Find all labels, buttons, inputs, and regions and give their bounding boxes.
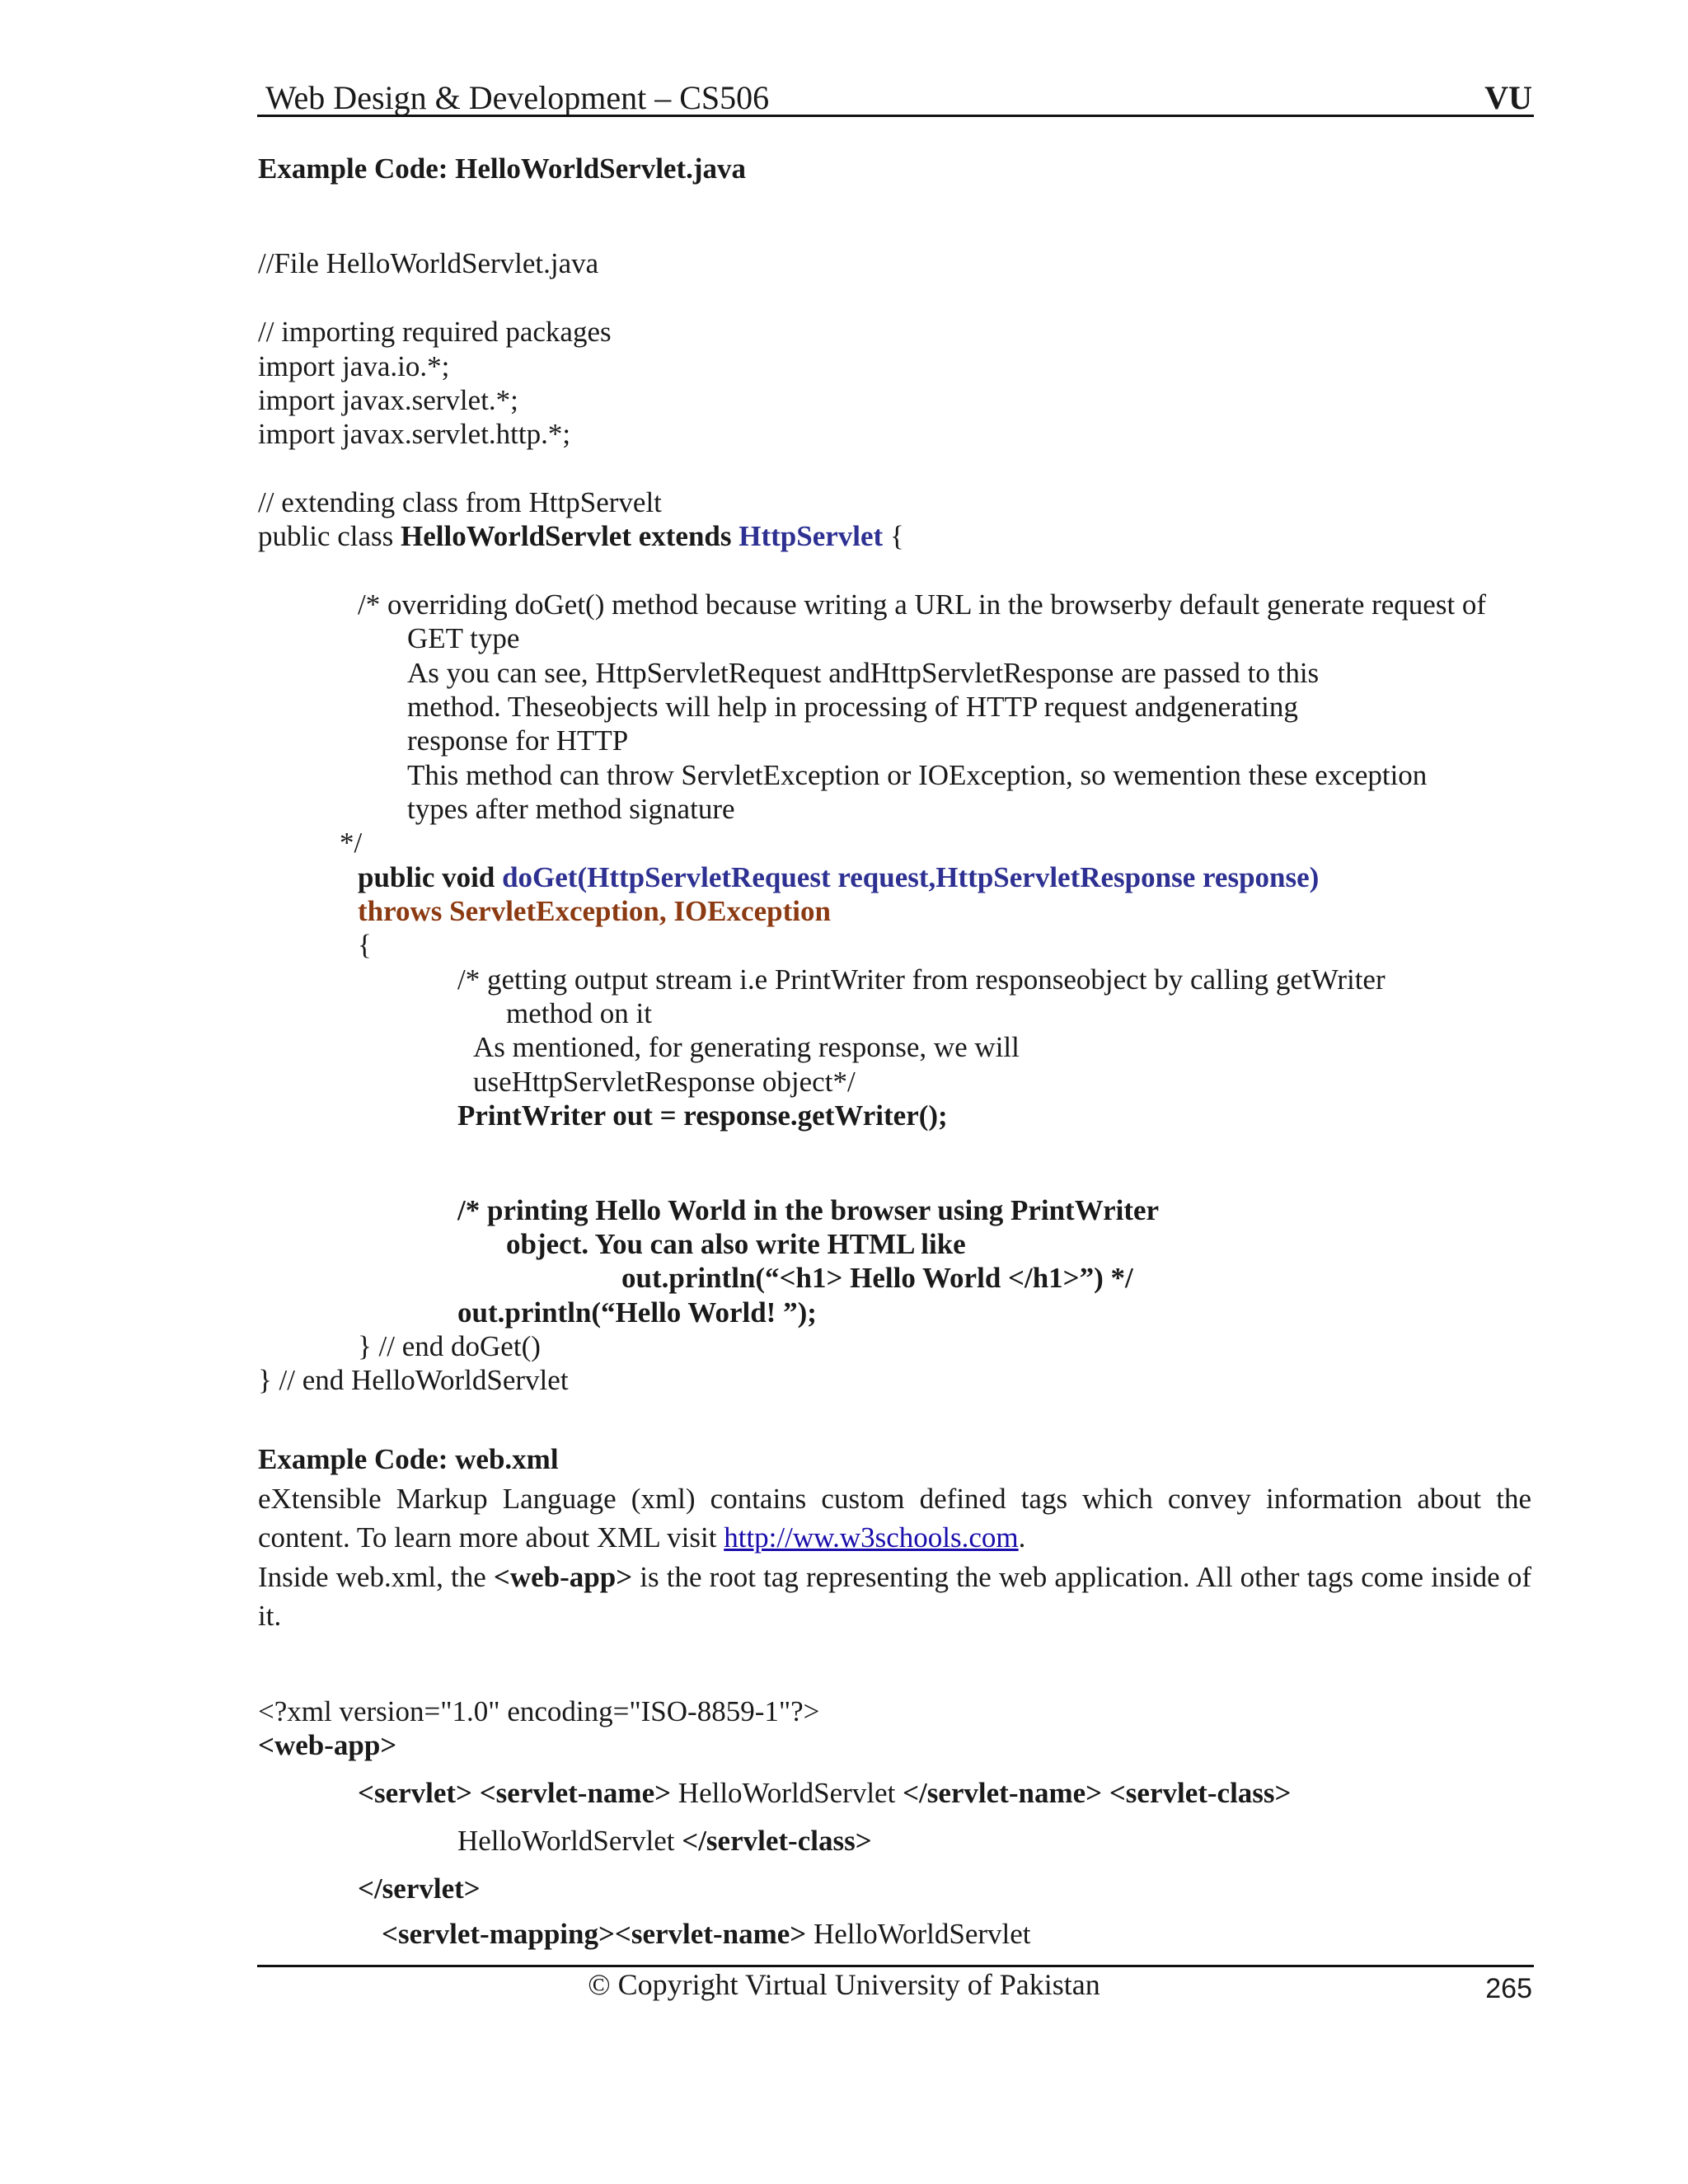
code-import-line: import javax.servlet.*; — [258, 384, 518, 416]
xml-tag: </servlet-class> — [682, 1825, 872, 1857]
xml-declaration: <?xml version="1.0" encoding="ISO-8859-1"?> — [258, 1695, 820, 1727]
code-comment-line: As you can see, HttpServletRequest andHttpServletResponse are passed to this — [407, 657, 1320, 689]
xml-value: HelloWorldServlet — [806, 1918, 1031, 1950]
xml-servlet-mapping-line — [382, 1917, 1031, 1952]
xml-tag: <servlet> <servlet-name> — [358, 1777, 672, 1809]
header-course-title: Web Design & Development – CS506 — [265, 79, 770, 116]
footer-copyright: © Copyright Virtual University of Pakistan — [588, 1968, 1100, 2001]
page-number: 265 — [1485, 1973, 1532, 2004]
code-end-class: } // end HelloWorldServlet — [258, 1364, 569, 1396]
code-end-doget: } // end doGet() — [358, 1330, 541, 1362]
code-comment-line: object. You can also write HTML like — [506, 1228, 966, 1260]
code-comment-line: response for HTTP — [407, 724, 629, 757]
paragraph-text: . — [1018, 1521, 1026, 1554]
code-class-name: HelloWorldServlet extends — [401, 520, 739, 552]
code-open-brace: { — [358, 929, 372, 961]
section-heading-webxml: Example Code: web.xml — [258, 1443, 559, 1475]
paragraph-webapp-tag: <web-app> — [493, 1561, 633, 1593]
code-brace: { — [883, 520, 904, 552]
xml-value: HelloWorldServlet — [457, 1825, 682, 1857]
code-comment-line: */ — [340, 827, 363, 859]
paragraph-text: is the root tag representing the web application. All other tags come inside of it. — [258, 1561, 1531, 1632]
xml-servlet-line — [358, 1776, 1292, 1811]
paragraph-xml-intro — [258, 1479, 1531, 1557]
xml-servlet-close: </servlet> — [358, 1872, 481, 1905]
code-comment-line: As mentioned, for generating response, we will — [473, 1031, 1020, 1063]
code-comment-line: types after method signature — [407, 793, 735, 825]
code-comment-line: GET type — [407, 622, 520, 654]
code-file-comment: //File HelloWorldServlet.java — [258, 247, 599, 279]
xml-servlet-class-line — [457, 1824, 872, 1858]
code-method-name: doGet(HttpServletRequest request,HttpServletResponse response) — [502, 861, 1320, 893]
code-import-comment: // importing required packages — [258, 316, 612, 348]
code-comment-line: This method can throw ServletException or IOException, so wemention these exception — [407, 759, 1428, 791]
code-comment-line: method. Theseobjects will help in processing of HTTP request andgenerating — [407, 691, 1298, 723]
code-keyword: public void — [358, 861, 503, 893]
code-extend-comment: // extending class from HttpServelt — [258, 486, 662, 518]
code-comment-line: useHttpServletResponse object*/ — [473, 1066, 856, 1098]
code-comment-line: method on it — [506, 997, 652, 1029]
code-import-line: import javax.servlet.http.*; — [258, 418, 571, 450]
code-comment-line: /* overriding doGet() method because writing a URL in the browserby default generate request of — [358, 588, 1487, 621]
xml-tag: <servlet-mapping><servlet-name> — [382, 1918, 807, 1950]
code-println-line: out.println(“Hello World! ”); — [457, 1296, 817, 1329]
code-parent-class: HttpServlet — [738, 520, 884, 552]
xml-webapp-open: <web-app> — [258, 1729, 397, 1761]
paragraph-webapp-root — [258, 1558, 1531, 1635]
xml-value: HelloWorldServlet — [671, 1777, 903, 1809]
xml-tag: </servlet-name> <servlet-class> — [903, 1777, 1292, 1809]
w3schools-link[interactable]: http://ww.w3schools.com — [724, 1521, 1019, 1554]
code-comment-line: /* printing Hello World in the browser using PrintWriter — [457, 1194, 1160, 1226]
code-class-declaration — [258, 519, 904, 554]
section-heading-servlet: Example Code: HelloWorldServlet.java — [258, 152, 747, 185]
code-throws-clause: throws ServletException, IOException — [358, 895, 831, 927]
code-printwriter-line: PrintWriter out = response.getWriter(); — [457, 1099, 948, 1132]
header-rule — [257, 115, 1534, 117]
code-method-signature — [358, 860, 1319, 895]
code-keyword: public class — [258, 520, 401, 552]
code-import-line: import java.io.*; — [258, 350, 450, 382]
code-comment-line: /* getting output stream i.e PrintWriter from responseobject by calling getWriter — [457, 963, 1386, 996]
paragraph-text: eXtensible Markup Language (xml) contains custom defined tags which convey information about the content. To learn more about XML visit — [258, 1483, 1531, 1554]
paragraph-text: Inside web.xml, the — [258, 1561, 494, 1593]
code-comment-line: out.println(“<h1> Hello World </h1>”) */ — [621, 1262, 1133, 1294]
header-vu-label: VU — [1484, 79, 1532, 116]
